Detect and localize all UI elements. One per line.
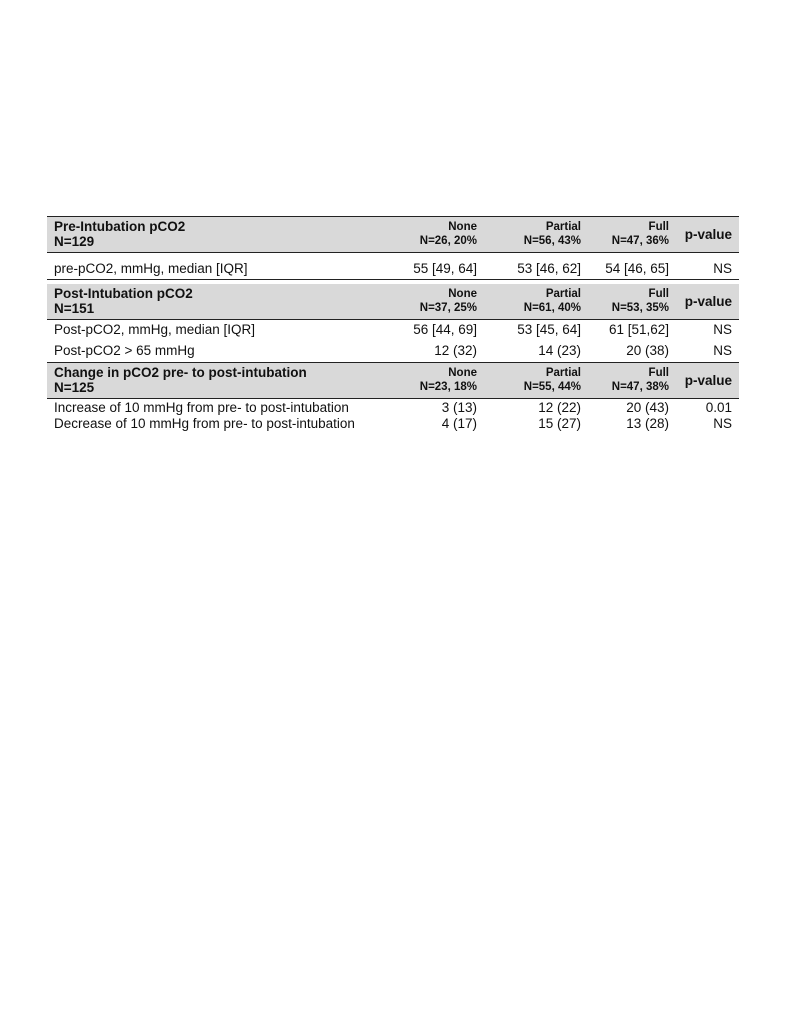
table-row: Decrease of 10 mmHg from pre- to post-intubation 4 (17) 15 (27) 13 (28) NS (54, 416, 732, 431)
section-title (54, 286, 193, 316)
table-row: Increase of 10 mmHg from pre- to post-intubation 3 (13) 12 (22) 20 (43) 0.01 (54, 400, 732, 415)
section-n: N=129 (54, 234, 95, 249)
col-header-partial: Partial N=56, 43% (523, 221, 581, 247)
col-header-none: None N=26, 20% (419, 221, 477, 247)
table-row: Post-pCO2 > 65 mmHg 12 (32) 14 (23) 20 (38) NS (54, 343, 732, 358)
col-header-none: None N=37, 25% (419, 288, 477, 314)
col-header-partial: Partial N=61, 40% (523, 288, 581, 314)
section-header-post-intubation (47, 284, 739, 320)
table-row: Post-pCO2, mmHg, median [IQR] 56 [44, 69] 53 [45, 64] 61 [51,62] NS (54, 322, 732, 337)
col-header-full: Full N=53, 35% (611, 288, 669, 314)
section-title (54, 365, 307, 395)
section-title-text: Change in pCO2 pre- to post-intubation (54, 365, 307, 380)
col-header-full: Full N=47, 38% (611, 367, 669, 393)
section-n: N=151 (54, 301, 95, 316)
col-header-pvalue: p-value (684, 373, 732, 388)
col-header-pvalue: p-value (684, 294, 732, 309)
col-header-partial: Partial N=55, 44% (523, 367, 581, 393)
col-header-pvalue: p-value (684, 227, 732, 242)
col-header-full: Full N=47, 36% (611, 221, 669, 247)
section-title (54, 219, 185, 249)
pco2-table (47, 216, 739, 433)
section-header-change (47, 362, 739, 399)
section-title-text: Pre-Intubation pCO2 (54, 219, 186, 234)
section-title-text: Post-Intubation pCO2 (54, 286, 193, 301)
col-header-none: None N=23, 18% (419, 367, 477, 393)
section-header-pre-intubation (47, 216, 739, 253)
section-n: N=125 (54, 380, 95, 395)
table-row: pre-pCO2, mmHg, median [IQR] 55 [49, 64] 53 [46, 62] 54 [46, 65] NS (47, 259, 739, 280)
